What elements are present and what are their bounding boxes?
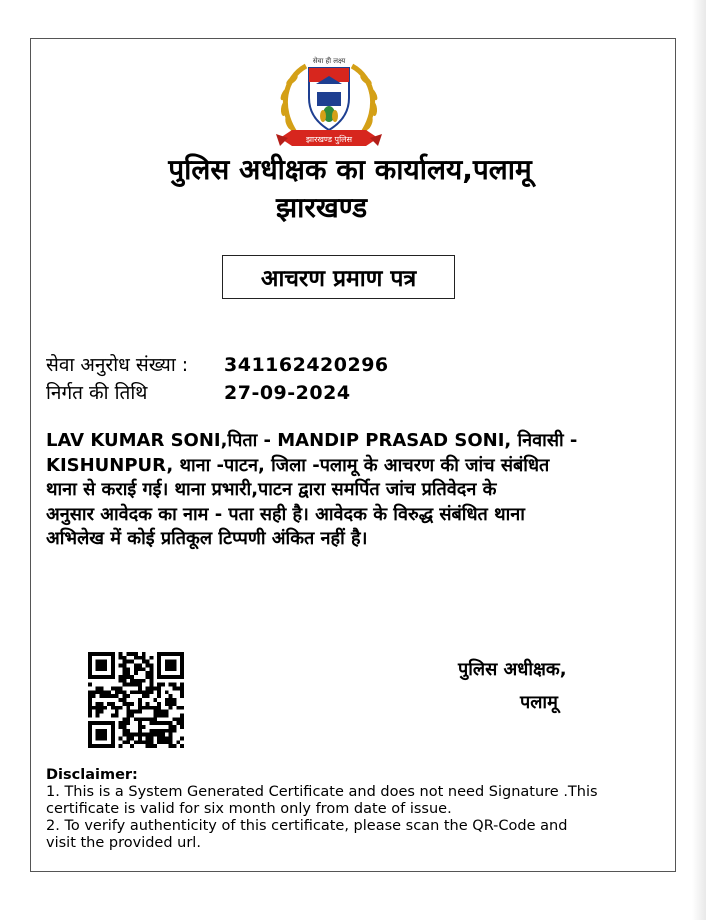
service-request-number: 341162420296 bbox=[224, 354, 389, 376]
disclaimer-line: visit the provided url. bbox=[46, 835, 201, 851]
disclaimer-line: certificate is valid for six month only from date of issue. bbox=[46, 801, 452, 817]
office-title: पुलिस अधीक्षक का कार्यालय,पलामू bbox=[168, 153, 532, 186]
issue-date-value: 27-09-2024 bbox=[224, 382, 351, 404]
page-edge-shadow bbox=[692, 0, 706, 920]
service-request-label: सेवा अनुरोध संख्या : bbox=[46, 354, 189, 376]
jharkhand-police-emblem bbox=[266, 54, 392, 158]
disclaimer-section bbox=[46, 767, 656, 852]
certificate-body bbox=[46, 429, 658, 552]
body-line: थाना से कराई गई। थाना प्रभारी,पाटन द्वारा समर्पित जांच प्रतिवेदन के bbox=[46, 479, 497, 500]
disclaimer-title: Disclaimer: bbox=[46, 767, 138, 783]
body-line: LAV KUMAR SONI,पिता - MANDIP PRASAD SONI, निवासी - bbox=[46, 430, 578, 451]
body-line: अनुसार आवेदक का नाम - पता सही है। आवेदक के विरुद्ध संबंधित थाना bbox=[46, 503, 525, 525]
issue-date-label: निर्गत की तिथि bbox=[46, 382, 148, 404]
state-title: झारखण्ड bbox=[276, 191, 368, 224]
emblem-ribbon-text: झारखण्ड पुलिस bbox=[305, 135, 353, 144]
certificate-title: आचरण प्रमाण पत्र bbox=[222, 255, 455, 299]
signatory-designation: पुलिस अधीक्षक, bbox=[458, 659, 567, 680]
emblem-motto: सेवा ही लक्ष्य bbox=[312, 57, 346, 65]
service-request-row bbox=[46, 353, 389, 377]
disclaimer-line: 1. This is a System Generated Certificate and does not need Signature .This bbox=[46, 784, 598, 800]
body-line: अभिलेख में कोई प्रतिकूल टिप्पणी अंकित नहीं है। bbox=[46, 528, 368, 549]
disclaimer-line: 2. To verify authenticity of this certificate, please scan the QR-Code and bbox=[46, 818, 568, 834]
issue-date-row bbox=[46, 381, 351, 405]
verification-qr-code[interactable] bbox=[88, 652, 184, 748]
signatory-district: पलामू bbox=[520, 692, 558, 713]
body-line: KISHUNPUR, थाना -पाटन, जिला -पलामू के आचरण की जांच संबंधित bbox=[46, 454, 550, 476]
